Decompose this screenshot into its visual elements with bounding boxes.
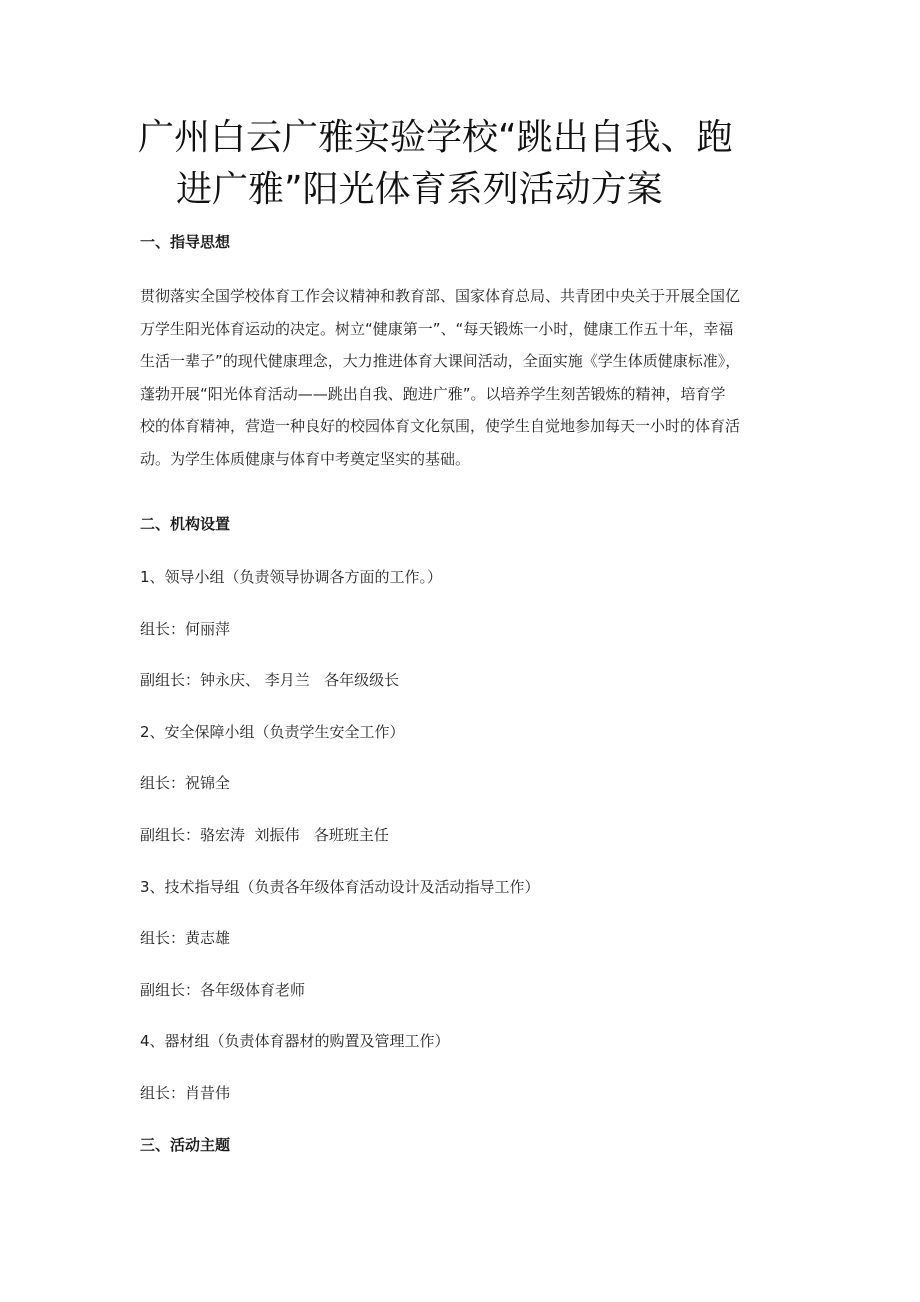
list-item-deputy-leader: 副组长：钟永庆、 李月兰 各年级级长 xyxy=(140,671,400,689)
section-heading-guiding-ideology: 一、指导思想 xyxy=(140,233,231,251)
list-item-leader: 组长：肖昔伟 xyxy=(140,1084,231,1102)
list-item-leader: 组长：何丽萍 xyxy=(140,620,231,638)
paragraph-line: 生活一辈子”的现代健康理念，大力推进体育大课间活动，全面实施《学生体质健康标准》， xyxy=(140,352,741,370)
paragraph-line: 动。为学生体质健康与体育中考奠定坚实的基础。 xyxy=(140,449,471,468)
list-item-deputy-leader: 副组长：各年级体育老师 xyxy=(140,981,306,999)
list-item-safety-group: 2、安全保障小组（负责学生安全工作） xyxy=(140,723,405,741)
list-item-leadership-group: 1、领导小组（负责领导协调各方面的工作。） xyxy=(140,568,443,586)
paragraph-line: 蓬勃开展“阳光体育活动——跳出自我、跑进广雅”。以培养学生刻苦锻炼的精神，培育学 xyxy=(140,384,726,403)
document-title xyxy=(138,112,788,216)
title-line-1: 广州白云广雅实验学校“跳出自我、跑 xyxy=(138,117,733,158)
list-item-leader: 组长：祝锦全 xyxy=(140,774,231,792)
paragraph-line: 校的体育精神，营造一种良好的校园体育文化氛围，使学生自觉地参加每天一小时的体育活 xyxy=(140,417,741,435)
list-item-leader: 组长：黄志雄 xyxy=(140,929,231,947)
paragraph-line: 万学生阳光体育运动的决定。树立“健康第一”、“每天锻炼一小时，健康工作五十年，幸福 xyxy=(140,319,734,338)
title-line-2: 进广雅”阳光体育系列活动方案 xyxy=(176,169,663,210)
section-heading-organization: 二、机构设置 xyxy=(140,515,231,533)
list-item-equipment-group: 4、器材组（负责体育器材的购置及管理工作） xyxy=(140,1032,450,1050)
section-paragraph-guiding-ideology xyxy=(140,280,780,475)
section-heading-activity-theme: 三、活动主题 xyxy=(140,1136,231,1154)
list-item-deputy-leader: 副组长：骆宏涛 刘振伟 各班班主任 xyxy=(140,826,389,844)
list-item-technical-group: 3、技术指导组（负责各年级体育活动设计及活动指导工作） xyxy=(140,878,540,896)
paragraph-line: 贯彻落实全国学校体育工作会议精神和教育部、国家体育总局、共青团中央关于开展全国亿 xyxy=(140,287,741,305)
